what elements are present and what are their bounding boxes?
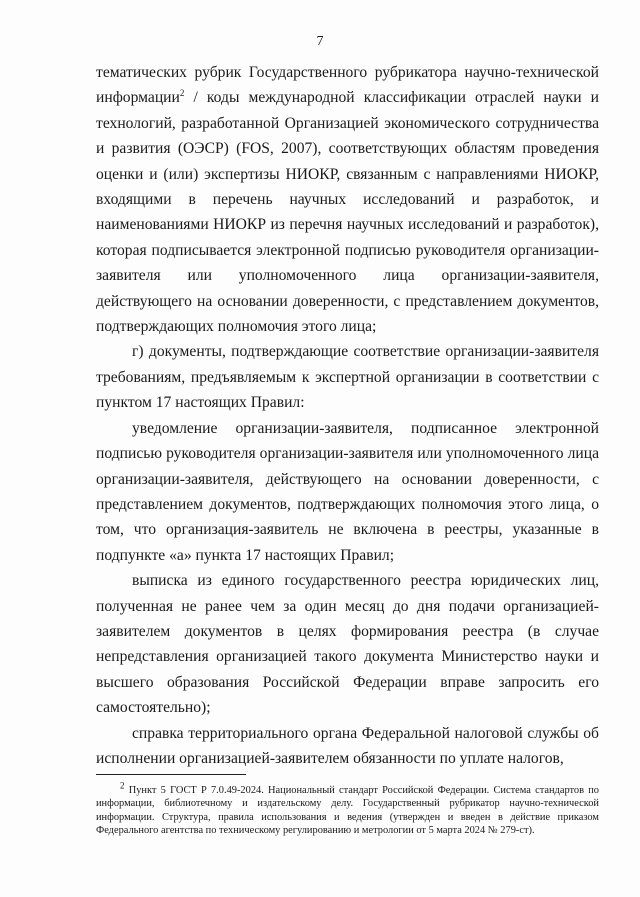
body-text xyxy=(96,60,599,771)
paragraph-text: тематических рубрик Государственного рубрикатора научно-технической информации xyxy=(96,64,599,107)
paragraph-item-g: г) документы, подтверждающие соответствие организации-заявителя требованиям, предъявляемым к экспертной организации в соответствии с пунктом 17 настоящих Правил: xyxy=(96,343,599,412)
paragraph-egrul-extract: выписка из единого государственного реестра юридических лиц, полученная не ранее чем за один месяц до дня подачи организацией-заявителем документов в целях формирования реестра (в случае непредставления организацией такого документа Министерство науки и высшего образования Российской Федерации вправе запросить его самостоятельно); xyxy=(96,572,599,717)
paragraph-continuation xyxy=(96,60,599,339)
paragraph-text: / коды международной классификации отраслей науки и технологий, разработанной Организацией экономического сотрудничества и развития (ОЭСР) (FOS, 2007), соответствующих областям проведения оценки и (или) экспертизы НИОКР, связанным с направлениями НИОКР, входящими в перечень научных исследований и разработок, и наименованиями НИОКР из перечня научных исследований и разработок), которая подписывается электронной подписью руководителя организации-заявителя или уполномоченного лица организации-заявителя, действующего на основании доверенности, с представлением документов, подтверждающих полномочия этого лица; xyxy=(96,89,599,336)
paragraph-tax-certificate: справка территориального органа Федеральной налоговой службы об исполнении организацией-заявителем обязанности по уплате налогов, xyxy=(96,724,599,767)
footnote-divider xyxy=(96,774,246,775)
paragraph-notification: уведомление организации-заявителя, подписанное электронной подписью руководителя организации-заявителя или уполномоченного лица организации-заявителя, действующего на основании доверенности, с представлением документов, подтверждающих полномочия этого лица, о том, что организация-заявитель не включена в реестры, указанные в подпункте «а» пункта 17 настоящих Правил; xyxy=(96,419,599,564)
footnote xyxy=(96,780,599,838)
footnote-reference[interactable]: 2 xyxy=(179,88,185,99)
page-number: 7 xyxy=(316,34,324,49)
footnote-mark: 2 xyxy=(120,780,125,791)
footnote-text: Пункт 5 ГОСТ Р 7.0.49-2024. Национальный стандарт Российской Федерации. Система стандартов по информации, библиотечному и издательскому делу. Государственный рубрикатор научно-технической информации. Структура, правила использования и ведения (утвержден и введен в действие приказом Федерального агентства по техническому регулированию и метрологии от 5 марта 2024 № 279-ст). xyxy=(96,785,599,837)
